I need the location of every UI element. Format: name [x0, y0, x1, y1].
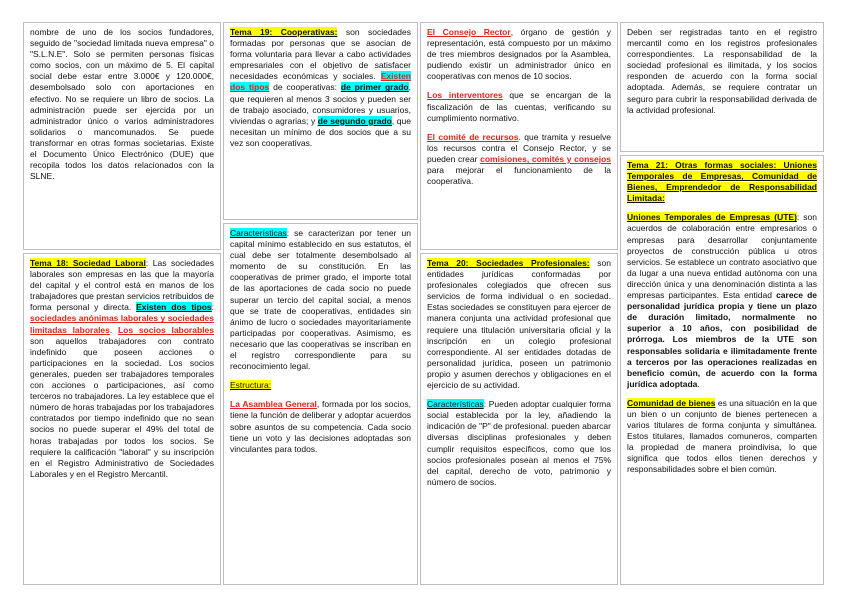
cb-text: es una situación en la que un bien o un conjunto de bienes pertenecen a varios titulares de forma conjunta y simultánea. Estos titulares, llamados comuneros, comparten la propiedad de manera proindivisa, lo que significa que todos ellos tienen derechos y responsabilidades sobre el bien común.: [627, 397, 817, 475]
prof-registry-text: Deben ser registradas tanto en el registro mercantil como en los registros profesionales correspondientes. La responsabilidad de la sociedad profesional es ilimitada, y los socios responden de acuerdo con la forma social adoptada. Además, se requiere contratar un seguro para cubrir la responsabilidad derivada de la actividad profesional.: [627, 27, 817, 115]
tema18-types-label: Existen dos tipos: [136, 302, 212, 313]
coop-structure: [230, 380, 411, 391]
tema20-characteristics: [427, 399, 611, 488]
tema18-socios-laborables: Los socios laborables: [117, 324, 214, 335]
cb-paragraph: [627, 398, 817, 476]
ute-text-bold: carece de personalidad jurídica propia y tiene un plazo de duración limitado, normalmente no superior a 10 años, con posibilidad de prórroga. Los miembros de la UTE son responsables solidaria e ilimitadamente frente a terceros por las operaciones realizadas en beneficio común, de acuerdo con la forma jurídica adoptada: [627, 290, 817, 389]
tema19-text-1: son sociedades formadas por personas que se asocian de forma voluntaria para llevar a cabo actividades empresariales con el objetivo de satisfacer necesidades económicas y sociales.: [230, 27, 412, 82]
cb-label: Comunidad de bienes: [627, 397, 716, 408]
coop-characteristics: [230, 228, 411, 372]
ute-end: .: [697, 378, 700, 389]
tema19-box: [223, 22, 418, 220]
tema21-title-paragraph: [627, 160, 817, 204]
slne-text: nombre de uno de los socios fundadores, seguido de "sociedad limitada nueva empresa" o "S.L.N.E". Solo se permiten personas físicas como socios, con un máximo de 5. El capital social debe estar entre 3.000€ y 120.000€, desembolsado solo con aportaciones en efectivo. No se requiere un libro de socios. La administración puede ser ejercida por un administrador único o varios administradores solidarios o mancomunados. Se puede transformar en otras formas societarias. Existe el Documento Único Electrónico (DUE) que recopila todos los datos relacionados con la SLNE.: [30, 27, 214, 182]
consejo-text: , órgano de gestión y representación, está compuesto por un máximo de tres miembros designados por la Asamblea, pudiendo existir un administrador único en cooperativas con menos de 10 socios.: [427, 27, 612, 82]
tema19-text-2: de cooperativas:: [269, 82, 341, 93]
comite-recursos: [427, 132, 611, 187]
comite-text: . que tramita y resuelve los recursos contra el Consejo Rector, y se pueden crear: [427, 131, 611, 164]
tema21-box: [620, 155, 824, 585]
ute-paragraph: [627, 212, 817, 390]
coop-characteristics-label: Características: [230, 228, 287, 238]
tema20-text: son entidades jurídicas conformadas por profesionales colegiados que ofrecen sus servicios de forma individual o en sociedad. Estas sociedades se constituyen para ejercer de manera conjunta una actividad profesional que requiere una titulación universitaria oficial y la inscripción en un colegio profesional correspondiente. Al ser entidades dotadas de personalidad jurídica, poseen un patrimonio propio y asumen derechos y obligaciones en el ejercicio de su actividad.: [427, 258, 611, 391]
interventores-label: Los interventores: [427, 90, 503, 101]
tema19-first-grade: de primer grado: [340, 82, 409, 93]
tema20-paragraph: [427, 258, 611, 391]
comite-end-text: para mejorar el funcionamiento de la cooperativa.: [427, 165, 611, 187]
column-1: [23, 22, 221, 585]
column-2: [223, 22, 418, 585]
tema20-box: [420, 253, 618, 585]
tema19-second-grade: de segundo grado: [317, 115, 392, 126]
tema19-paragraph: [230, 27, 411, 149]
tema20-characteristics-text: : Pueden adoptar cualquier forma social establecida por la ley, añadiendo la indicación de "P" de profesional. pueden abarcar diversas disciplinas profesionales y deben cumplir requisitos específicos, como que los socios profesionales posean al menos el 75% del capital, derecho de voto, patrimonio y número de socios.: [427, 399, 611, 487]
tema20-characteristics-label: Características: [427, 399, 484, 410]
asamblea-text: , formada por los socios, tiene la función de deliberar y adoptar acuerdos sobre asuntos de su competencia. Cada socio tiene un voto y las decisiones adoptadas son vinculantes para todos.: [230, 399, 411, 454]
tema19-text-3: , que requieren al menos 3 socios y pueden ser de trabajo asociado, consumidores y usuarios, viviendas o agrarias; y: [230, 82, 411, 126]
coop-asamblea: [230, 399, 411, 454]
prof-registry-box: [620, 22, 824, 152]
tema18-dot: .: [109, 324, 113, 335]
coop-characteristics-text: : se caracterizan por tener un capital mínimo establecido en sus estatutos, el cual debe ser totalmente desembolsado al momento de su constitución. En las cooperativas de primer grado, el importe total de las aportaciones de cada socio no puede superar un tercio del capital social, a menos que se trate de cooperativas, entidades sin ánimo de lucro o sociedades mayoritariamente participadas por cooperativas. Asimismo, es necesario que las cooperativas se inscriban en el registro correspondiente para su reconocimiento legal.: [230, 228, 411, 372]
column-3: [420, 22, 618, 585]
tema18-title: Tema 18: Sociedad Laboral: [30, 258, 146, 268]
coop-organs-box: [420, 22, 618, 250]
tema19-title: Tema 19: Cooperativas:: [230, 27, 338, 37]
tema18-text-1: : Las sociedades laborales son empresas en las que la mayoría del capital y el control está en manos de los trabajadores que prestan servicios retribuidos de forma personal y directa.: [30, 258, 215, 313]
interventores: [427, 90, 611, 123]
asamblea-label: La Asamblea General: [230, 399, 317, 410]
consejo-label: El Consejo Rector: [427, 27, 511, 37]
ute-label: Uniones Temporales de Empresas (UTE): [627, 212, 797, 223]
interventores-text: que se encargan de la fiscalización de las cuentas, verificando su cumplimiento normativo.: [427, 90, 612, 123]
slne-box: [23, 22, 221, 250]
comite-label: El comité de recursos: [427, 131, 519, 142]
coop-structure-label: Estructura:: [230, 380, 272, 391]
tema20-title: Tema 20: Sociedades Profesionales:: [427, 258, 590, 268]
tema21-title: Tema 21: Otras formas sociales: Uniones Temporales de Empresas, Comunidad de Bienes, Emprendedor de Responsabilidad Limitada:: [627, 160, 817, 204]
ute-text: : son acuerdos de colaboración entre empresarios o empresas para desarrollar conjuntamente proyectos de construcción pública u otros servicios. Se establece un contrato asociativo que da lugar a una nueva entidad autónoma con una dirección única y una denominación distinta a las empresas participantes. Esta entidad: [627, 212, 817, 301]
tema18-types: sociedades anónimas laborales y sociedades limitadas laborales: [30, 313, 214, 335]
consejo-rector: [427, 27, 611, 82]
tema18-text-2: son aquellos trabajadores con contrato indefinido que poseen acciones o participaciones en la sociedad. Los socios generales, pueden ser trabajadores temporales con acciones o participaciones, así como terceros no trabajadores. La ley establece que el número de horas trabajadas por los trabajadores contratados por tiempo indefinido que no sean socios no puede superar el 49% del total de horas trabajadas por todos los socios. Se requiere la calificación "laboral" y su inscripción en el Registro Administrativo de Sociedades Laborales y en el Registro Mercantil.: [30, 335, 214, 479]
tema19-text-4: , que necesitan un mínimo de dos socios que a su vez son cooperativas.: [230, 115, 411, 148]
tema18-paragraph: Tema 18: Sociedad Laboral: Las sociedades laborales son empresas en las que la mayoría del capital y el control está en manos de los trabajadores que prestan servicios retribuidos de forma personal y directa. Existen dos tipos: sociedades anónimas laborales y sociedades limitadas laborales. Los socios laborables son aquellos trabajadores con contrato indefinido que poseen acciones o participaciones en la sociedad. Los socios generales, pueden ser trabajadores temporales con acciones o participaciones, así como terceros no trabajadores. La ley establece que el número de horas trabajadas por los trabajadores contratados por tiempo indefinido que no sean socios no puede superar el 49% del total de horas trabajadas por todos los socios. Se requiere la calificación "laboral" y su inscripción en el Registro Administrativo de Sociedades Laborales y en el Registro Mercantil.: [30, 258, 215, 479]
tema19-types-label: Existen dos tipos: [230, 71, 411, 93]
tema18-box: [23, 253, 221, 585]
cooperativas-characteristics-box: [223, 223, 418, 585]
column-4: [620, 22, 824, 585]
comisiones-label: comisiones, comités y consejos: [480, 153, 611, 164]
document-sheet: [23, 22, 824, 585]
